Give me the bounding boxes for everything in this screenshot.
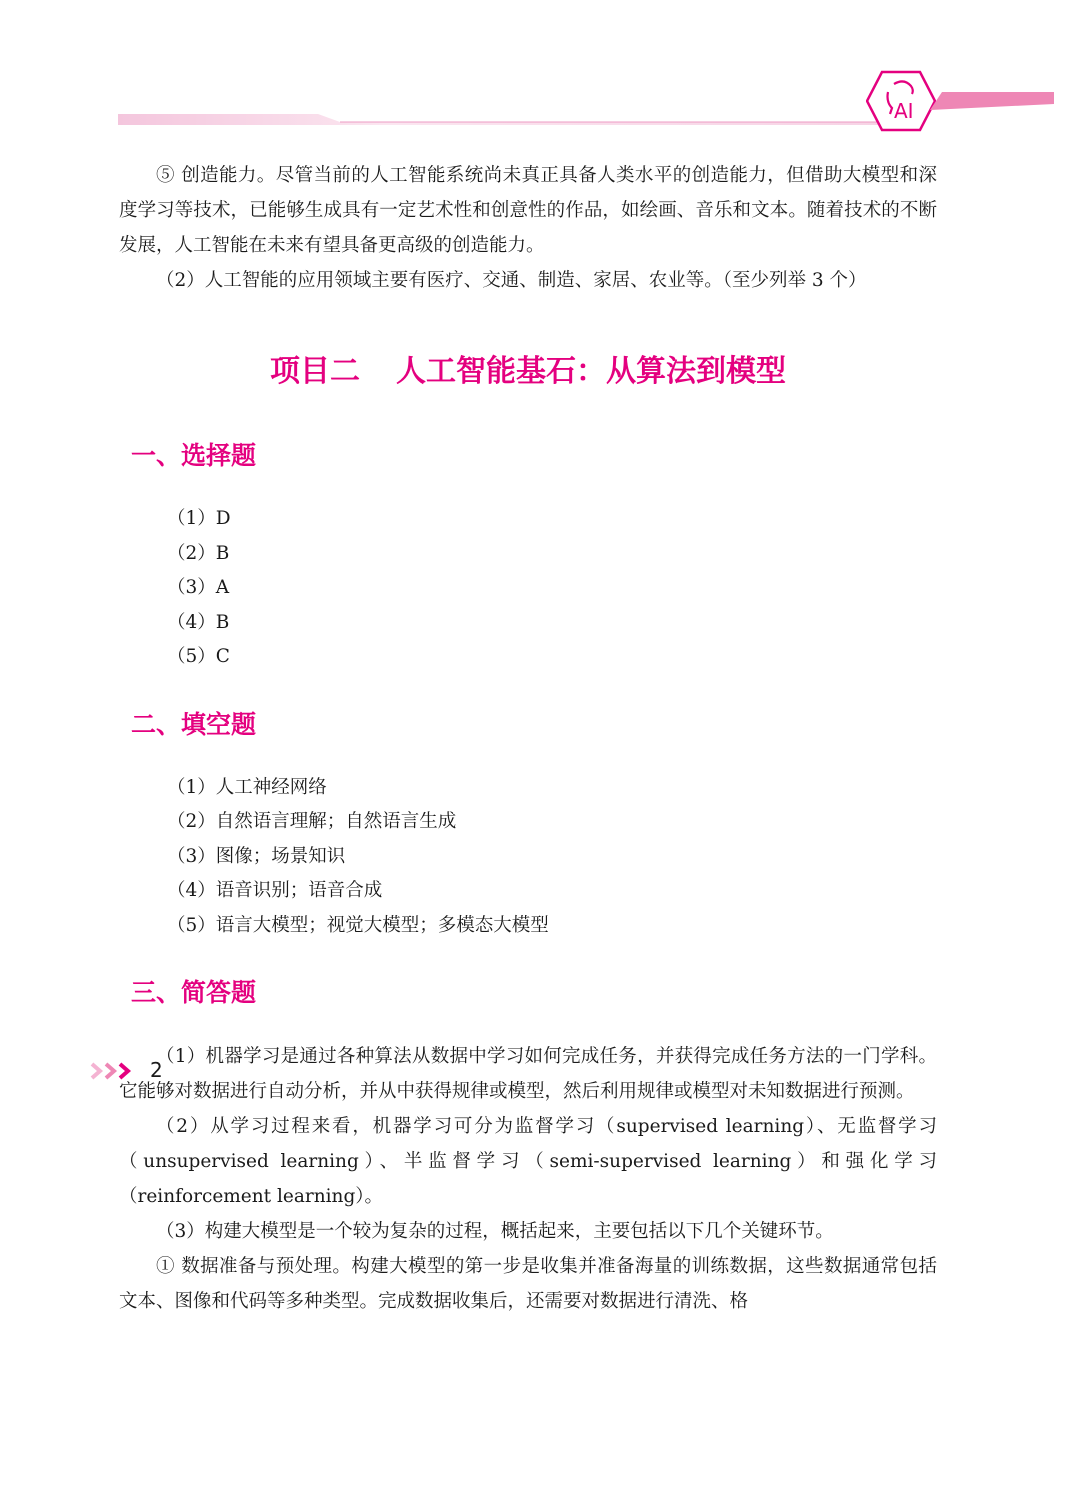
choice-answers — [119, 502, 937, 675]
badge-text: AI — [894, 99, 914, 123]
chevron-right-icon — [90, 1062, 136, 1080]
page-content — [119, 158, 937, 1319]
short-answers — [119, 1039, 937, 1319]
answer-paragraph: （1）机器学习是通过各种算法从数据中学习如何完成任务，并获得完成任务方法的一门学科。它能够对数据进行自动分析，并从中获得规律或模型，然后利用规律或模型对未知数据进行预测。 — [119, 1046, 937, 1102]
list-item: （5）语言大模型；视觉大模型；多模态大模型 — [167, 914, 549, 936]
paragraph-creativity: ⑤ 创造能力。尽管当前的人工智能系统尚未真正具备人类水平的创造能力，但借助大模型和深度学习等技术，已能够生成具有一定艺术性和创意性的作品，如绘画、音乐和文本。随着技术的不断发展，人工智能在未来有望具备更高级的创造能力。 — [119, 165, 937, 256]
answer-paragraph: （2）从学习过程来看，机器学习可分为监督学习（supervised learning）、无监督学习（unsupervised learning）、半监督学习（semi-supervised learning）和强化学习（reinforcement learning）。 — [119, 1116, 937, 1207]
section-title-fill: 二、填空题 — [131, 709, 257, 739]
list-item: （4）B — [167, 611, 230, 633]
list-item: （2）B — [167, 542, 230, 564]
project-label: 项目二 — [270, 354, 360, 389]
section-title-choice: 一、选择题 — [131, 441, 257, 470]
header-stripe — [930, 92, 1054, 110]
ai-head-icon — [866, 70, 936, 132]
list-item: （3）图像；场景知识 — [167, 845, 346, 867]
list-item: （5）C — [167, 646, 230, 667]
list-item: （1）D — [167, 508, 231, 529]
list-item: （4）语音识别；语音合成 — [167, 880, 383, 901]
page-number: 2 — [150, 1058, 163, 1082]
list-item: （3）A — [167, 577, 230, 598]
project-name: 人工智能基石：从算法到模型 — [396, 354, 786, 389]
paragraph-application: （2）人工智能的应用领域主要有医疗、交通、制造、家居、农业等。（至少列举 3 个） — [156, 270, 867, 291]
list-item: （2）自然语言理解；自然语言生成 — [167, 811, 457, 832]
project-title — [119, 346, 937, 398]
answer-paragraph: ① 数据准备与预处理。构建大模型的第一步是收集并准备海量的训练数据，这些数据通常包括文本、图像和代码等多种类型。完成数据收集后，还需要对数据进行清洗、格 — [119, 1256, 937, 1312]
list-item: （1）人工神经网络 — [167, 776, 327, 798]
header-band — [118, 112, 878, 128]
answer-paragraph: （3）构建大模型是一个较为复杂的过程，概括起来，主要包括以下几个关键环节。 — [156, 1221, 834, 1242]
section-title-short: 三、简答题 — [131, 978, 257, 1007]
fill-answers — [119, 771, 937, 944]
